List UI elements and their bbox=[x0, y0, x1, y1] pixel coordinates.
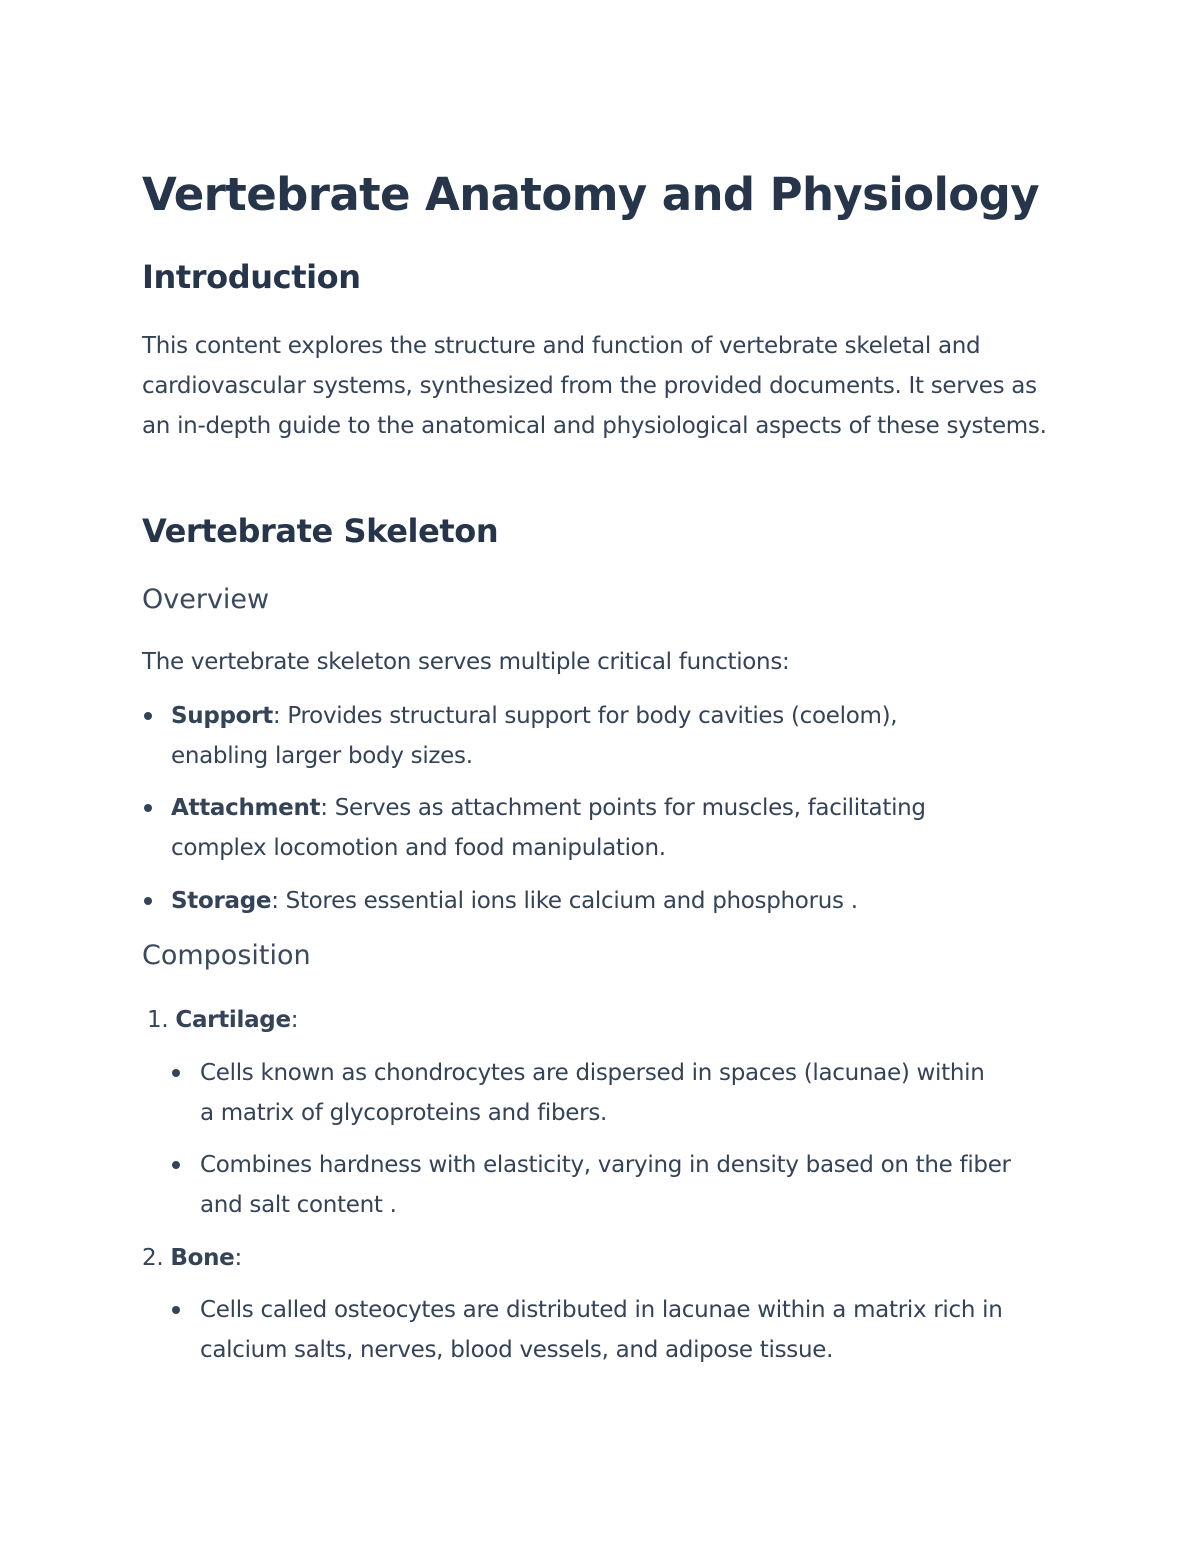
list-item-label: Support bbox=[171, 703, 273, 729]
bullet-icon bbox=[172, 1069, 180, 1077]
composition-item-bone bbox=[142, 1238, 242, 1278]
item-number: 1. bbox=[147, 1007, 169, 1033]
list-item-label: Attachment bbox=[171, 795, 321, 821]
item-suffix: : bbox=[234, 1245, 242, 1271]
bullet-icon bbox=[144, 804, 152, 812]
list-item-text: : Provides structural support for body cavities (coelom), enabling larger body sizes. bbox=[171, 703, 898, 769]
overview-intro: The vertebrate skeleton serves multiple critical functions: bbox=[142, 649, 790, 675]
page-title: Vertebrate Anatomy and Physiology bbox=[142, 168, 1039, 221]
item-label: Bone bbox=[170, 1245, 235, 1271]
bullet-icon bbox=[172, 1161, 180, 1169]
introduction-paragraph: This content explores the structure and function of vertebrate skeletal and cardiovascular systems, synthesized from the provided documents. It serves as an in-depth guide to the anatomical and physiological aspects of these systems. bbox=[142, 333, 1047, 439]
list-item-text: : Serves as attachment points for muscles, facilitating complex locomotion and food manipulation. bbox=[171, 795, 926, 861]
item-label: Cartilage bbox=[175, 1007, 291, 1033]
list-item-text: : Stores essential ions like calcium and phosphorus . bbox=[271, 888, 858, 914]
skeleton-heading: Vertebrate Skeleton bbox=[142, 512, 499, 550]
item-number: 2. bbox=[142, 1245, 164, 1271]
bullet-icon bbox=[172, 1306, 180, 1314]
overview-heading: Overview bbox=[142, 584, 270, 615]
item-suffix: : bbox=[290, 1007, 299, 1033]
introduction-heading: Introduction bbox=[142, 258, 361, 296]
composition-item-cartilage bbox=[147, 1000, 298, 1040]
bullet-icon bbox=[144, 897, 152, 905]
bullet-icon bbox=[144, 712, 152, 720]
composition-heading: Composition bbox=[142, 940, 311, 971]
list-item-label: Storage bbox=[171, 888, 272, 914]
